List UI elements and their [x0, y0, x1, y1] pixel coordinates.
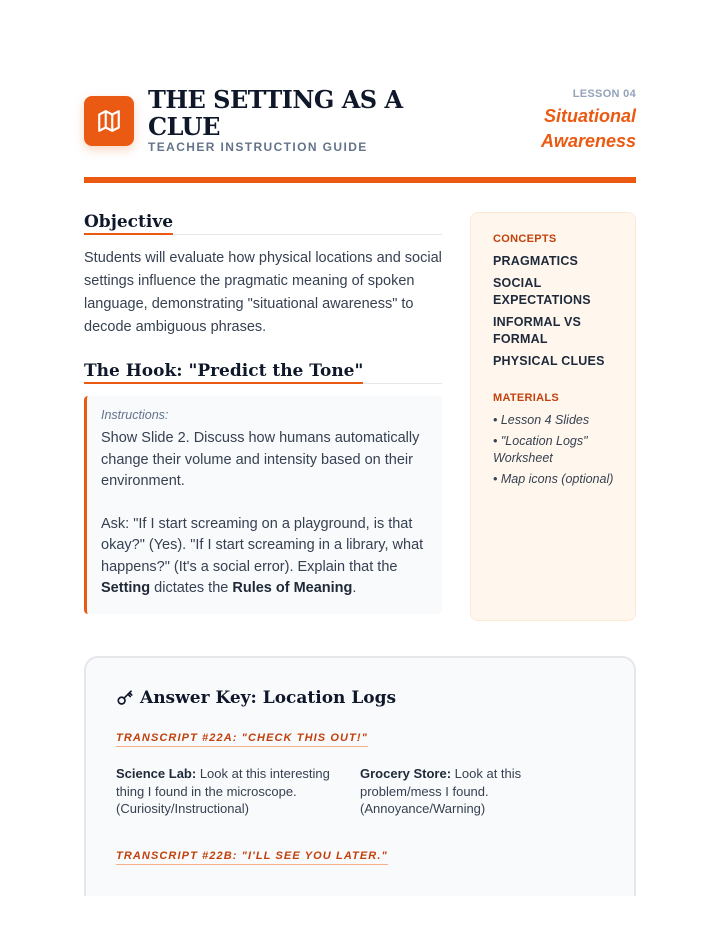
objective-heading: Objective [84, 212, 173, 235]
logo [84, 96, 134, 146]
answer-text: Look at this interesting thing I found in the microscope. (Curiosity/Instructional) [116, 766, 330, 816]
material-item: • "Location Logs" Worksheet [493, 434, 588, 465]
concept-item: SOCIAL EXPECTATIONS [493, 276, 591, 307]
objective-text: Students will evaluate how physical locations and social settings influence the pragmatic meaning of spoken language, demonstrating "situational awareness" to decode ambiguous phrases. [84, 250, 442, 335]
hook-instructions-box [84, 396, 442, 614]
hook-text-mid: dictates the [150, 580, 233, 596]
answer-key-title: Answer Key: Location Logs [140, 688, 397, 708]
objective-section [84, 212, 442, 339]
instructions-label: Instructions: [101, 408, 169, 422]
emphasis-setting: Setting [101, 580, 151, 596]
transcript-a-label: TRANSCRIPT #22A: "CHECK THIS OUT!" [116, 732, 368, 747]
material-item: • Map icons (optional) [493, 472, 614, 486]
hook-paragraph-2 [101, 514, 430, 600]
answer-text: Look at this problem/mess I found. (Annoyance/Warning) [360, 766, 522, 816]
page-title: THE SETTING AS A CLUE [148, 85, 403, 141]
answer-grocery-store [360, 765, 604, 818]
page-header [84, 86, 636, 166]
map-icon [96, 108, 122, 134]
lesson-name: Situational Awareness [540, 106, 636, 151]
material-item: • Lesson 4 Slides [493, 413, 590, 427]
sidebar-panel [470, 212, 636, 621]
answer-key-card [84, 656, 636, 896]
location-label: Grocery Store: [360, 766, 452, 781]
answer-key-heading [116, 688, 604, 708]
hook-text-start: Ask: "If I start screaming on a playground, is that okay?" (Yes). "If I start screaming in a library, what happens?" (It's a social error). Explain that the [101, 515, 424, 575]
key-icon [116, 689, 134, 707]
hook-paragraph-1: Show Slide 2. Discuss how humans automatically change their volume and intensity based on their environment. [101, 430, 420, 489]
concept-item: PRAGMATICS [493, 254, 579, 268]
location-label: Science Lab: [116, 766, 197, 781]
materials-heading: MATERIALS [493, 392, 560, 404]
header-divider [84, 177, 636, 183]
page-subtitle: TEACHER INSTRUCTION GUIDE [148, 140, 368, 154]
lesson-number: LESSON 04 [572, 88, 636, 100]
main-content [84, 212, 442, 614]
answer-columns [116, 765, 604, 818]
hook-text-end: . [352, 580, 357, 596]
hook-section [84, 361, 442, 614]
answer-science-lab [116, 765, 360, 818]
concepts-heading: CONCEPTS [493, 233, 557, 245]
concept-item: INFORMAL VS FORMAL [493, 315, 582, 346]
hook-heading: The Hook: "Predict the Tone" [84, 361, 363, 384]
concept-item: PHYSICAL CLUES [493, 354, 605, 368]
emphasis-rules: Rules of Meaning [232, 580, 353, 596]
transcript-b-label: TRANSCRIPT #22B: "I'LL SEE YOU LATER." [116, 850, 388, 865]
